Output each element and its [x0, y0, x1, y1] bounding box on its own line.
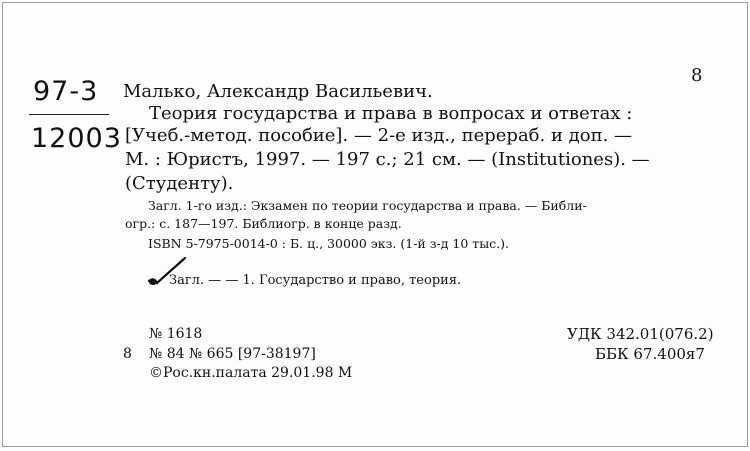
shelf-mark-top: 97-3: [33, 76, 99, 107]
title-line-4: (Студенту).: [125, 173, 234, 194]
book-chamber-stamp: ©Рос.кн.палата 29.01.98 М: [149, 365, 353, 381]
footer-prefix-number: 8: [123, 346, 132, 362]
title-line-3: М. : Юристъ, 1997. — 197 с.; 21 см. — (Institutiones). —: [125, 149, 650, 170]
udk-code: УДК 342.01(076.2): [567, 325, 714, 343]
corner-number: 8: [691, 65, 703, 86]
title-line-2: [Учеб.-метод. пособие]. — 2-е изд., перераб. и доп. —: [125, 125, 633, 146]
record-number: № 1618: [149, 326, 203, 342]
registration-numbers: № 84 № 665 [97-38197]: [149, 346, 316, 362]
author-heading: Малько, Александр Васильевич.: [123, 81, 433, 102]
shelf-mark-bottom: 12003: [31, 123, 122, 154]
bbk-code: ББК 67.400я7: [595, 345, 705, 363]
catalog-card: [2, 2, 748, 447]
shelf-mark-divider: [29, 114, 109, 115]
note-line-1: Загл. 1-го изд.: Экзамен по теории государства и права. — Библи-: [148, 198, 587, 213]
note-line-2: огр.: с. 187—197. Библиогр. в конце разд.: [125, 216, 402, 231]
isbn-line: ISBN 5-7975-0014-0 : Б. ц., 30000 экз. (1-й з-д 10 тыс.).: [148, 236, 509, 251]
subject-tracing: Загл. — — 1. Государство и право, теория.: [169, 273, 462, 288]
title-line-1: Теория государства и права в вопросах и ответах :: [149, 103, 633, 124]
